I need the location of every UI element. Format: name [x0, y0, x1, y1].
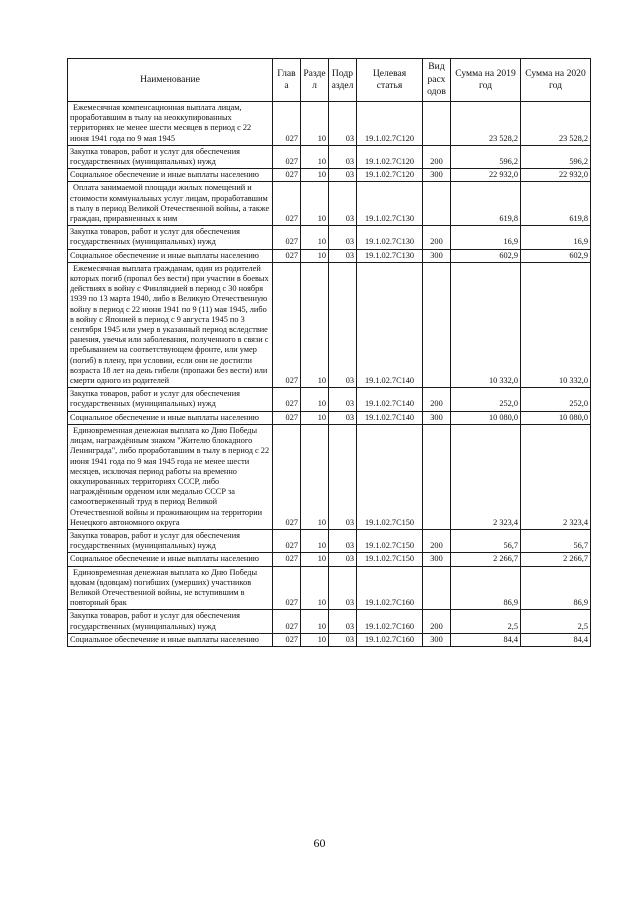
cell-glava: 027 [273, 529, 301, 552]
cell-vid: 200 [423, 388, 451, 411]
table-row [68, 262, 591, 387]
table-header-row [68, 59, 591, 102]
cell-sum-2020: 2 266,7 [521, 553, 591, 566]
table-row [68, 553, 591, 566]
cell-glava: 027 [273, 169, 301, 182]
cell-glava: 027 [273, 411, 301, 424]
table-body [68, 102, 591, 647]
cell-sum-2019: 56,7 [451, 529, 521, 552]
table-row [68, 388, 591, 411]
cell-sum-2019: 596,2 [451, 145, 521, 168]
cell-sum-2019: 2 323,4 [451, 424, 521, 529]
cell-podrazdel: 03 [329, 182, 357, 226]
cell-vid [423, 262, 451, 387]
cell-podrazdel: 03 [329, 633, 357, 646]
cell-vid: 300 [423, 169, 451, 182]
cell-sum-2019: 252,0 [451, 388, 521, 411]
cell-glava: 027 [273, 145, 301, 168]
cell-sum-2019: 86,9 [451, 566, 521, 610]
cell-name: Закупка товаров, работ и услуг для обеспечения государственных (муниципальных) нужд [68, 226, 273, 249]
cell-glava: 027 [273, 388, 301, 411]
cell-name: Социальное обеспечение и иные выплаты населению [68, 553, 273, 566]
cell-razdel: 10 [301, 633, 329, 646]
cell-sum-2020: 619,8 [521, 182, 591, 226]
table-row [68, 226, 591, 249]
cell-article: 19.1.02.7С130 [357, 182, 423, 226]
cell-article: 19.1.02.7С130 [357, 226, 423, 249]
cell-sum-2019: 84,4 [451, 633, 521, 646]
header-name: Наименование [68, 59, 273, 102]
cell-sum-2019: 10 332,0 [451, 262, 521, 387]
cell-vid: 200 [423, 610, 451, 633]
cell-podrazdel: 03 [329, 388, 357, 411]
cell-vid: 300 [423, 411, 451, 424]
cell-sum-2020: 56,7 [521, 529, 591, 552]
table-row [68, 424, 591, 529]
cell-razdel: 10 [301, 102, 329, 146]
cell-name: Закупка товаров, работ и услуг для обеспечения государственных (муниципальных) нужд [68, 145, 273, 168]
cell-sum-2020: 23 528,2 [521, 102, 591, 146]
cell-razdel: 10 [301, 169, 329, 182]
cell-name: Единовременная денежная выплата ко Дню Победы лицам, награждённым знаком "Жителю блокадного Ленинграда", либо проработавшим в тылу в период с 22 июня 1941 года по 9 мая 1945 года не менее шести месяцев, исключая период работы на временно оккупированных территориях СССР, либо награждённым орденом или медалью СССР за самоотверженный труд в период Великой Отечественной войны и проживающим на территории Ненецкого автономного округа [68, 424, 273, 529]
cell-podrazdel: 03 [329, 566, 357, 610]
cell-vid [423, 424, 451, 529]
cell-name: Социальное обеспечение и иные выплаты населению [68, 169, 273, 182]
cell-sum-2019: 23 528,2 [451, 102, 521, 146]
table-row [68, 610, 591, 633]
cell-razdel: 10 [301, 388, 329, 411]
header-sum-2019: Сумма на 2019 год [451, 59, 521, 102]
cell-razdel: 10 [301, 226, 329, 249]
cell-name: Ежемесячная компенсационная выплата лицам, проработавшим в тылу на неоккупированных территориях не менее шести месяцев в период с 22 июня 1941 года по 9 мая 1945 [68, 102, 273, 146]
header-podrazdel: Подр аздел [329, 59, 357, 102]
cell-vid: 300 [423, 633, 451, 646]
page-number: 60 [313, 836, 326, 850]
cell-article: 19.1.02.7С160 [357, 633, 423, 646]
cell-sum-2019: 2,5 [451, 610, 521, 633]
cell-podrazdel: 03 [329, 102, 357, 146]
cell-article: 19.1.02.7С120 [357, 169, 423, 182]
cell-name: Социальное обеспечение и иные выплаты населению [68, 249, 273, 262]
cell-name: Единовременная денежная выплата ко Дню Победы вдовам (вдовцам) погибших (умерших) участников Великой Отечественной войны, не вступившим в повторный брак [68, 566, 273, 610]
cell-razdel: 10 [301, 529, 329, 552]
cell-razdel: 10 [301, 424, 329, 529]
header-razdel: Разде л [301, 59, 329, 102]
cell-sum-2020: 2,5 [521, 610, 591, 633]
cell-podrazdel: 03 [329, 226, 357, 249]
table-row [68, 566, 591, 610]
cell-sum-2019: 10 080,0 [451, 411, 521, 424]
header-vid: Вид расх одов [423, 59, 451, 102]
cell-razdel: 10 [301, 145, 329, 168]
table-row [68, 249, 591, 262]
cell-glava: 027 [273, 553, 301, 566]
cell-razdel: 10 [301, 249, 329, 262]
cell-glava: 027 [273, 633, 301, 646]
header-glava: Глав а [273, 59, 301, 102]
table-row [68, 102, 591, 146]
cell-glava: 027 [273, 102, 301, 146]
cell-vid: 200 [423, 529, 451, 552]
cell-glava: 027 [273, 610, 301, 633]
table-row [68, 633, 591, 646]
cell-sum-2019: 16,9 [451, 226, 521, 249]
cell-sum-2020: 2 323,4 [521, 424, 591, 529]
cell-glava: 027 [273, 262, 301, 387]
cell-article: 19.1.02.7С160 [357, 610, 423, 633]
cell-name: Ежемесячная выплата гражданам, один из родителей которых погиб (пропал без вести) при участии в боевых действиях в войну с Финляндией в период с 30 ноября 1939 по 13 марта 1940, либо в Великую Отечественную войну в период с 22 июня 1941 по 9 (11) мая 1945, либо в войну с Японией в период с 9 августа 1945 по 3 сентября 1945 или умер в указанный период вследствие ранения, увечья или заболевания, полученного в связи с пребыванием на соответствующем фронте, или умер (погиб) в плену, при условии, если они не достигли возраста 18 лет на день гибели (пропажи без вести) или смерти одного из родителей [68, 262, 273, 387]
cell-glava: 027 [273, 424, 301, 529]
cell-article: 19.1.02.7С150 [357, 553, 423, 566]
table-row [68, 169, 591, 182]
cell-article: 19.1.02.7С120 [357, 102, 423, 146]
cell-podrazdel: 03 [329, 169, 357, 182]
cell-glava: 027 [273, 566, 301, 610]
cell-glava: 027 [273, 249, 301, 262]
header-sum-2020: Сумма на 2020 год [521, 59, 591, 102]
cell-razdel: 10 [301, 610, 329, 633]
cell-podrazdel: 03 [329, 411, 357, 424]
cell-article: 19.1.02.7С140 [357, 411, 423, 424]
cell-glava: 027 [273, 226, 301, 249]
cell-name: Социальное обеспечение и иные выплаты населению [68, 633, 273, 646]
cell-article: 19.1.02.7С140 [357, 388, 423, 411]
cell-name: Социальное обеспечение и иные выплаты населению [68, 411, 273, 424]
cell-sum-2020: 16,9 [521, 226, 591, 249]
cell-podrazdel: 03 [329, 529, 357, 552]
cell-vid: 200 [423, 145, 451, 168]
cell-podrazdel: 03 [329, 610, 357, 633]
cell-razdel: 10 [301, 262, 329, 387]
cell-vid: 200 [423, 226, 451, 249]
cell-sum-2020: 10 080,0 [521, 411, 591, 424]
cell-vid: 300 [423, 553, 451, 566]
cell-sum-2020: 252,0 [521, 388, 591, 411]
table-row [68, 529, 591, 552]
cell-name: Закупка товаров, работ и услуг для обеспечения государственных (муниципальных) нужд [68, 388, 273, 411]
cell-razdel: 10 [301, 182, 329, 226]
cell-vid [423, 102, 451, 146]
cell-vid: 300 [423, 249, 451, 262]
header-article: Целевая статья [357, 59, 423, 102]
cell-article: 19.1.02.7С140 [357, 262, 423, 387]
cell-sum-2020: 10 332,0 [521, 262, 591, 387]
cell-podrazdel: 03 [329, 262, 357, 387]
cell-article: 19.1.02.7С120 [357, 145, 423, 168]
cell-podrazdel: 03 [329, 249, 357, 262]
cell-name: Оплата занимаемой площади жилых помещений и стоимости коммунальных услуг лицам, проработавшим в тылу в период Великой Отечественной войны, а также граждан, приравненных к ним [68, 182, 273, 226]
cell-sum-2019: 602,9 [451, 249, 521, 262]
table-row [68, 182, 591, 226]
cell-glava: 027 [273, 182, 301, 226]
cell-article: 19.1.02.7С160 [357, 566, 423, 610]
cell-razdel: 10 [301, 566, 329, 610]
cell-vid [423, 566, 451, 610]
cell-name: Закупка товаров, работ и услуг для обеспечения государственных (муниципальных) нужд [68, 610, 273, 633]
table-row [68, 145, 591, 168]
cell-podrazdel: 03 [329, 424, 357, 529]
cell-sum-2020: 22 932,0 [521, 169, 591, 182]
cell-sum-2020: 602,9 [521, 249, 591, 262]
cell-article: 19.1.02.7С150 [357, 424, 423, 529]
cell-sum-2019: 2 266,7 [451, 553, 521, 566]
cell-article: 19.1.02.7С130 [357, 249, 423, 262]
cell-name: Закупка товаров, работ и услуг для обеспечения государственных (муниципальных) нужд [68, 529, 273, 552]
table-row [68, 411, 591, 424]
cell-razdel: 10 [301, 411, 329, 424]
cell-sum-2019: 22 932,0 [451, 169, 521, 182]
cell-podrazdel: 03 [329, 553, 357, 566]
cell-sum-2020: 86,9 [521, 566, 591, 610]
cell-sum-2020: 84,4 [521, 633, 591, 646]
cell-sum-2020: 596,2 [521, 145, 591, 168]
cell-vid [423, 182, 451, 226]
cell-sum-2019: 619,8 [451, 182, 521, 226]
budget-table [67, 58, 591, 647]
cell-podrazdel: 03 [329, 145, 357, 168]
cell-razdel: 10 [301, 553, 329, 566]
cell-article: 19.1.02.7С150 [357, 529, 423, 552]
